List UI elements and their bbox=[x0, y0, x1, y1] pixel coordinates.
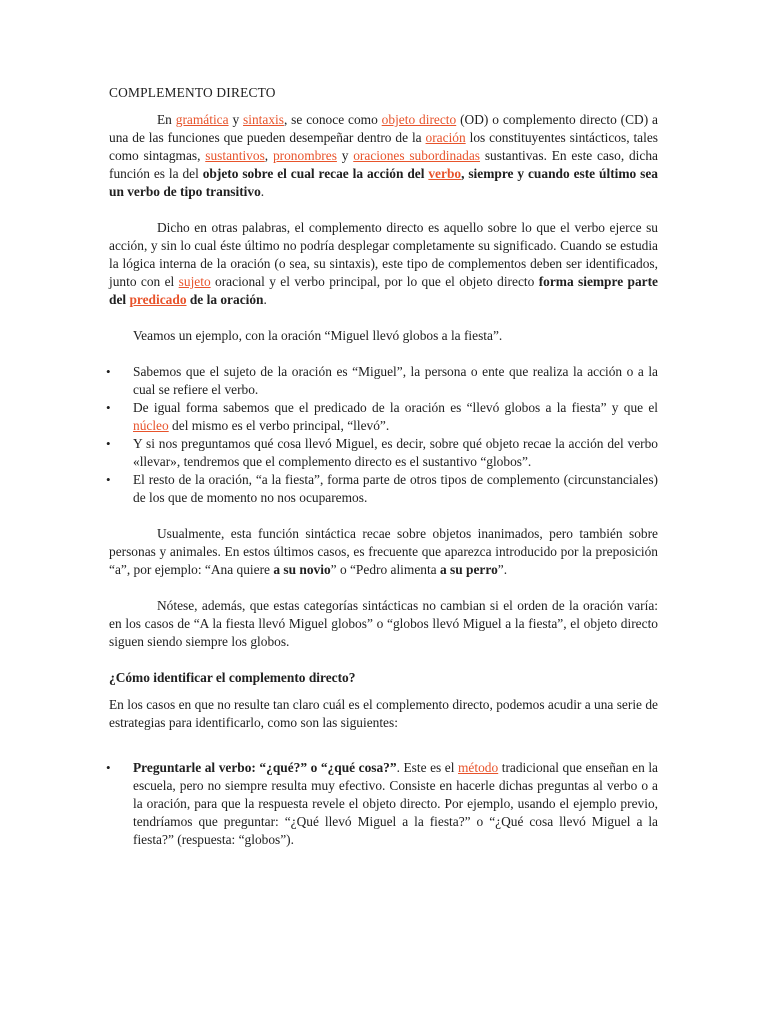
list-item bbox=[106, 399, 658, 435]
list-item bbox=[106, 471, 658, 507]
list-item-text: De igual forma sabemos que el predicado de la oración es “llevó globos a la fiesta” y que el bbox=[133, 400, 658, 415]
link-metodo[interactable]: método bbox=[458, 760, 499, 775]
link-pronombres[interactable]: pronombres bbox=[272, 148, 337, 163]
list-item bbox=[106, 363, 658, 399]
example-list bbox=[106, 363, 658, 507]
text: , bbox=[264, 148, 273, 163]
bold-text: , siempre y cuando este último sea un verbo de tipo transitivo bbox=[109, 166, 658, 199]
bold-text: Preguntarle al verbo: “¿qué?” o “¿qué cosa?” bbox=[133, 760, 397, 775]
bullet-icon: • bbox=[106, 400, 111, 415]
list-item-text: del mismo es el verbo principal, “llevó”. bbox=[168, 418, 390, 433]
bullet-icon: • bbox=[106, 364, 111, 379]
bullet-icon: • bbox=[106, 760, 111, 775]
list-item-text: El resto de la oración, “a la fiesta”, forma parte de otros tipos de complemento (circunstanciales) de los que de momento no nos ocuparemos. bbox=[133, 472, 658, 505]
strategy-list bbox=[106, 759, 658, 849]
document-title: COMPLEMENTO DIRECTO bbox=[109, 85, 276, 100]
paragraph-strategies: En los casos en que no resulte tan claro cuál es el complemento directo, podemos acudir a una serie de estrategias para identificarlo, como son las siguientes: bbox=[109, 697, 658, 730]
list-item-text: tradicional que enseñan en la escuela, pero no siempre resulta muy efectivo. Consiste en hacerle dichas preguntas al verbo o a la oración, para que la respuesta revele el objeto directo. Por ejemplo, usando el ejemplo previo, tendríamos que preguntar: “¿Qué llevó Miguel a la fiesta?” o “¿Qué cosa llevó Miguel a la fiesta?” (respuesta: “globos”). bbox=[133, 760, 658, 847]
text: . bbox=[263, 292, 267, 307]
text: oracional y el verbo principal, por lo que el objeto directo bbox=[210, 274, 539, 289]
link-sujeto[interactable]: sujeto bbox=[178, 274, 211, 289]
list-item bbox=[106, 435, 658, 471]
text: sustantivas. En este caso, dicha función es la del bbox=[109, 148, 658, 181]
link-predicado[interactable]: predicado bbox=[129, 292, 187, 307]
text: Usualmente, esta función sintáctica recae sobre objetos inanimados, pero también sobre personas y animales. En estos últimos casos, es frecuente que aparezca introducido por la preposición “a”, por ejemplo: “Ana quiere bbox=[109, 526, 658, 577]
paragraph-intro bbox=[109, 111, 658, 201]
paragraph-explanation bbox=[109, 219, 658, 309]
link-objeto-directo[interactable]: objeto directo bbox=[381, 112, 457, 127]
text: . bbox=[260, 184, 265, 199]
text: y bbox=[228, 112, 244, 127]
bold-text: de la oración bbox=[186, 292, 264, 307]
list-item-text: Y si nos preguntamos qué cosa llevó Miguel, es decir, sobre qué objeto recae la acción del verbo «llevar», tendremos que el complemento directo es el sustantivo “globos”. bbox=[133, 436, 658, 469]
bold-text: a su novio bbox=[273, 562, 331, 577]
link-sustantivos[interactable]: sustantivos bbox=[205, 148, 265, 163]
list-item bbox=[106, 759, 658, 849]
link-oracion[interactable]: oración bbox=[425, 130, 466, 145]
text: los constituyentes sintácticos, tales como sintagmas, bbox=[109, 130, 658, 163]
link-oraciones-subordinadas[interactable]: oraciones subordinadas bbox=[353, 148, 481, 163]
link-gramatica[interactable]: gramática bbox=[175, 112, 229, 127]
bullet-icon: • bbox=[106, 472, 111, 487]
bold-text: a su perro bbox=[439, 562, 498, 577]
text: ”. bbox=[497, 562, 508, 577]
link-sintaxis[interactable]: sintaxis bbox=[243, 112, 284, 127]
bold-text: forma siempre parte del bbox=[109, 274, 658, 307]
text: , se conoce como bbox=[283, 112, 382, 127]
section-heading: ¿Cómo identificar el complemento directo? bbox=[109, 670, 356, 685]
link-nucleo[interactable]: núcleo bbox=[133, 418, 169, 433]
text: Dicho en otras palabras, el complemento directo es aquello sobre lo que el verbo ejerce su acción, y sin lo cual éste último no podría desplegar completamente su significado. Cuando se estudia la lógica interna de la oración (o sea, su sintaxis), este tipo de complementos deben ser identificados, junto con el bbox=[109, 220, 658, 289]
list-item-text: Sabemos que el sujeto de la oración es “Miguel”, la persona o ente que realiza la acción o a la cual se refiere el verbo. bbox=[133, 364, 658, 397]
text: ” o “Pedro alimenta bbox=[330, 562, 440, 577]
paragraph-usage bbox=[109, 525, 658, 579]
paragraph-note: Nótese, además, que estas categorías sintácticas no cambian si el orden de la oración varía: en los casos de “A la fiesta llevó Miguel globos” o “globos llevó Miguel a la fiesta”, el objeto directo siguen siendo siempre los globos. bbox=[109, 598, 658, 649]
link-verbo[interactable]: verbo bbox=[428, 166, 462, 181]
text: (OD) o complemento directo (CD) a una de las funciones que pueden desempeñar dentro de la bbox=[109, 112, 659, 145]
text: En bbox=[157, 112, 176, 127]
document-body bbox=[106, 84, 659, 849]
text: y bbox=[336, 148, 354, 163]
bullet-icon: • bbox=[106, 436, 111, 451]
paragraph-example-intro: Veamos un ejemplo, con la oración “Miguel llevó globos a la fiesta”. bbox=[133, 328, 503, 343]
list-item-text: . Este es el bbox=[396, 760, 459, 775]
bold-text: objeto sobre el cual recae la acción del bbox=[202, 166, 429, 181]
